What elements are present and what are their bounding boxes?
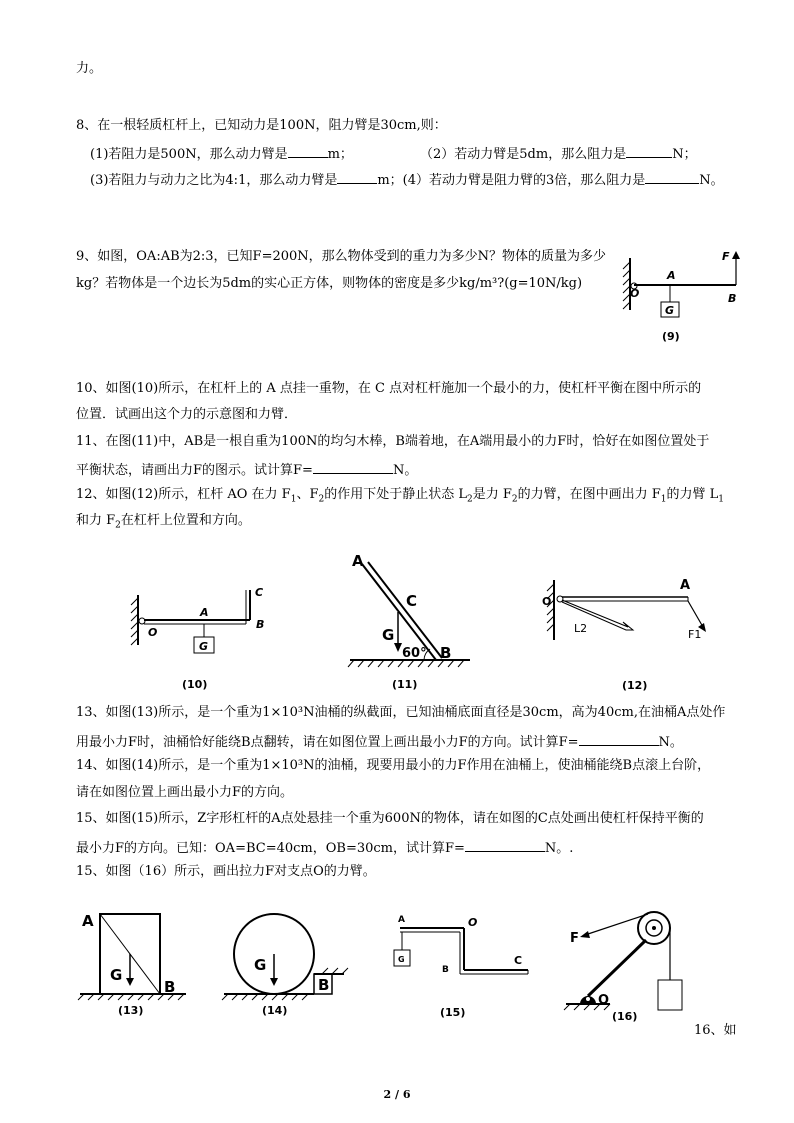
figure-11: [340, 550, 480, 695]
question-8: 8、在一根轻质杠杆上，已知动力是100N，阻力臂是30cm,则：: [76, 118, 447, 133]
question-15-line1: 15、如图(15)所示，Z字形杠杆的A点处悬挂一个重为600N的物体，请在如图的C点处画出使杠杆保持平衡的: [76, 811, 704, 826]
label-g: G: [254, 956, 267, 974]
question-11-line1: 11、在图(11)中，AB是一根自重为100N的均匀木棒，B端着地，在A端用最小的力F时，恰好在如图位置处于: [76, 434, 710, 449]
question-8-part2: （2）若动力臂是5dm，那么阻力是 N；: [420, 143, 697, 164]
figure-15: [390, 912, 535, 1024]
question-10-line1: 10、如图(10)所示，在杠杆上的 A 点挂一重物，在 C 点对杠杆施加一个最小的力，使杠杆平衡在图中所示的: [76, 381, 702, 396]
answer-blank[interactable]: [626, 143, 672, 158]
figure-caption: (9): [662, 330, 680, 343]
question-15-line2: 最小力F的方向。已知：OA=BC=40cm，OB=30cm，试计算F= N。.: [76, 837, 573, 858]
answer-blank[interactable]: [465, 837, 545, 852]
label-a: A: [200, 606, 209, 619]
label-b: B: [442, 965, 449, 975]
label-f: F: [570, 931, 579, 946]
question-12-line1: 12、如图(12)所示，杠杆 AO 在力 $F_1$、$F_2$的作用下处于静止状态 $L_2$是力 $F_2$的力臂，在图中画出力 $F_1$的力臂 $L_1$: [76, 487, 724, 505]
label-g: G: [665, 304, 675, 317]
question-8-part3: (3)若阻力与动力之比为4:1，那么动力臂是 m；(4）若动力臂是阻力臂的3倍，那么阻力是 N。: [90, 169, 724, 190]
label-b: B: [318, 976, 330, 994]
label-f: F: [722, 250, 730, 263]
figure-caption: (15): [440, 1006, 466, 1019]
figure-caption: (16): [612, 1010, 638, 1023]
figure-9: [618, 248, 758, 348]
label-a: A: [667, 269, 676, 282]
question-14-line1: 14、如图(14)所示，是一个重为1×10³N的油桶，现要用最小的力F作用在油桶上，使油桶能绕B点滚上台阶，: [76, 758, 711, 773]
figure-10: [128, 580, 278, 695]
figure-caption: (14): [262, 1004, 288, 1017]
answer-blank[interactable]: [337, 169, 377, 184]
label-b: B: [256, 618, 265, 631]
question-11-line2: 平衡状态，请画出力F的图示。试计算F= N。: [76, 459, 417, 480]
answer-blank[interactable]: [313, 459, 393, 474]
figure-caption: (10): [182, 678, 208, 691]
text-line: 力。: [76, 61, 103, 76]
label-a: A: [352, 552, 364, 570]
figure-13: [78, 908, 188, 1018]
label-c: C: [514, 954, 523, 967]
figure-16: [558, 908, 693, 1028]
label-o: O: [542, 595, 552, 608]
question-8-part1: (1)若阻力是500N，那么动力臂是 m；: [90, 143, 353, 164]
label-l2: L2: [574, 622, 588, 635]
label-o: O: [630, 287, 640, 300]
label-b: B: [164, 978, 176, 996]
question-14-line2: 请在如图位置上画出最小力F的方向。: [76, 785, 294, 800]
figure-caption: (12): [622, 679, 648, 692]
label-a: A: [680, 578, 691, 593]
label-f1: F1: [688, 628, 702, 641]
question-16: 15、如图（16）所示，画出拉力F对支点O的力臂。: [76, 864, 376, 879]
label-b: B: [728, 292, 737, 305]
question-9-line1: 9、如图，OA:AB为2:3，已知F=200N，那么物体受到的重力为多少N？物体的质量为多少: [76, 249, 607, 264]
label-b: B: [440, 644, 452, 662]
label-o: O: [148, 626, 158, 639]
figure-caption: (13): [118, 1004, 144, 1017]
question-13-line2: 用最小力F时，油桶恰好能绕B点翻转，请在如图位置上画出最小力F的方向。试计算F= N。: [76, 731, 683, 752]
figure-caption: (11): [392, 678, 418, 691]
label-g: G: [110, 966, 123, 984]
label-o: O: [598, 993, 610, 1008]
label-c: C: [406, 592, 418, 610]
question-9-line2: kg？若物体是一个边长为5dm的实心正方体，则物体的密度是多少kg/m³?(g=10N/kg): [76, 276, 583, 291]
label-c: C: [255, 586, 264, 599]
answer-blank[interactable]: [288, 143, 328, 158]
label-g: G: [199, 640, 209, 653]
label-g: G: [382, 626, 395, 644]
answer-blank[interactable]: [579, 731, 659, 746]
label-a: A: [82, 912, 94, 930]
label-g: G: [398, 955, 405, 964]
label-angle: 60°: [402, 646, 427, 661]
figure-14: [222, 908, 352, 1018]
question-13-line1: 13、如图(13)所示，是一个重为1×10³N油桶的纵截面，已知油桶底面直径是30cm，高为40cm,在油桶A点处作: [76, 705, 726, 720]
question-12-line2: 和力 $F_2$在杠杆上位置和方向。: [76, 513, 251, 531]
trailing-text: 16、如: [694, 1023, 737, 1038]
figure-12: [538, 572, 718, 697]
question-10-line2: 位置．试画出这个力的示意图和力臂．: [76, 407, 298, 422]
label-o: O: [468, 916, 478, 929]
page-number: 2 / 6: [383, 1088, 411, 1101]
label-a: A: [398, 915, 405, 925]
answer-blank[interactable]: [645, 169, 699, 184]
